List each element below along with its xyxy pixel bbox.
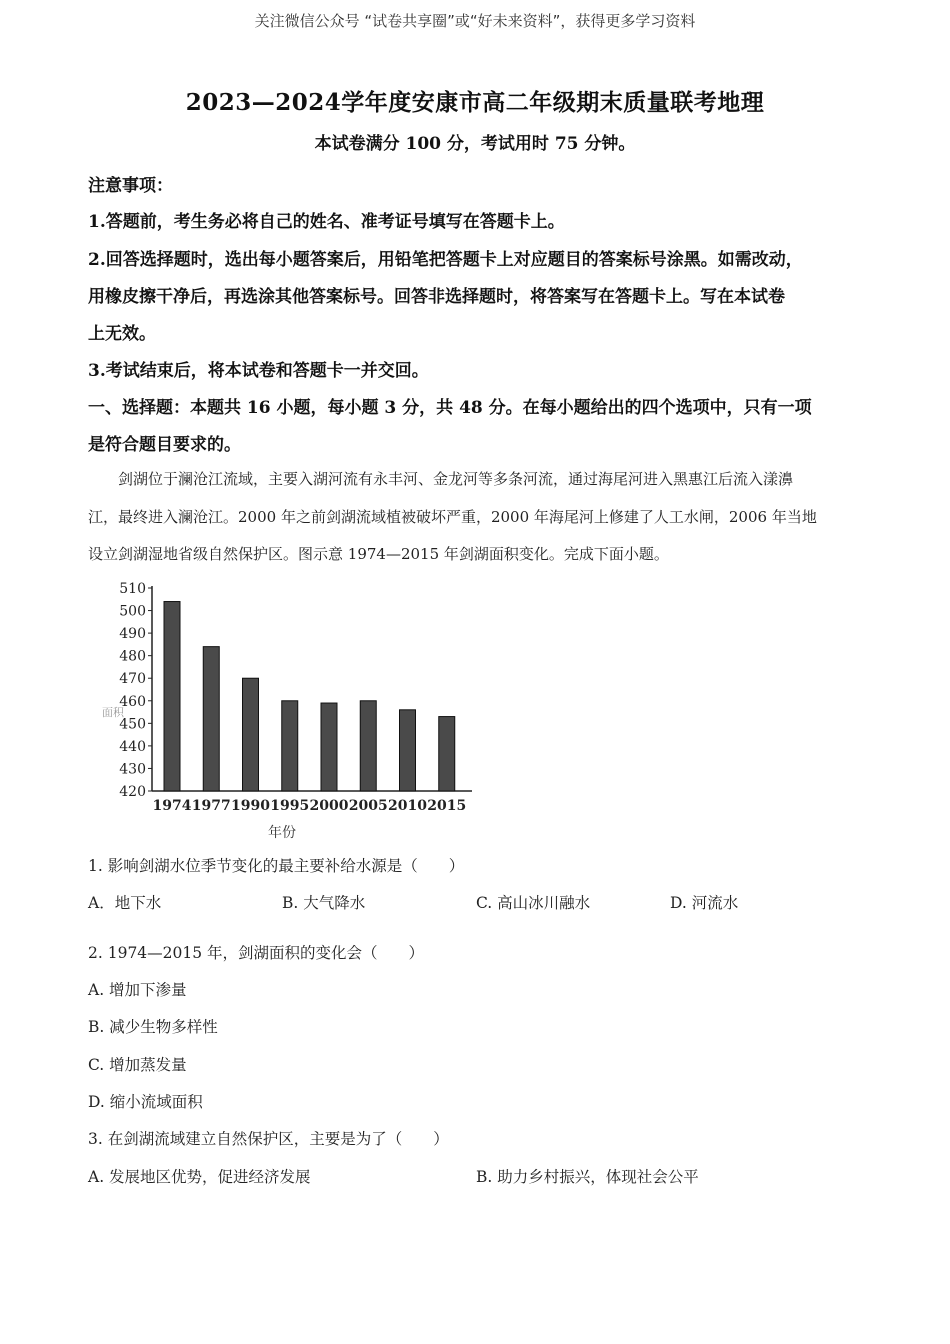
y-tick-label: 440 — [119, 738, 146, 755]
notice-item-2-line-3: 上无效。 — [88, 324, 156, 344]
x-axis-label: 年份 — [268, 825, 296, 841]
question-3-option-a: A. 发展地区优势，促进经济发展 — [88, 1168, 311, 1186]
y-tick-label: 490 — [119, 626, 146, 643]
y-tick-label: 470 — [119, 671, 146, 688]
y-axis-label: 面积 — [102, 706, 124, 720]
section-heading-line-1: 一、选择题：本题共 16 小题，每小题 3 分，共 48 分。在每小题给出的四个选项中，只有一项 — [88, 398, 812, 418]
bar-2010 — [400, 710, 416, 791]
lake-area-bar-chart — [96, 578, 486, 843]
x-tick-label: 2010 — [388, 798, 427, 814]
y-tick-label: 510 — [119, 581, 146, 597]
question-1-option-d: D. 河流水 — [670, 894, 739, 912]
x-tick-label: 1977 — [191, 798, 231, 814]
question-3-option-b: B. 助力乡村振兴，体现社会公平 — [476, 1168, 699, 1186]
question-2-option-a: A. 增加下渗量 — [88, 981, 187, 999]
x-tick-label: 2000 — [309, 798, 349, 814]
y-tick-label: 500 — [119, 603, 146, 620]
notice-item-2-line-1: 2.回答选择题时，选出每小题答案后，用铅笔把答题卡上对应题目的答案标号涂黑。如需改动， — [88, 250, 803, 270]
bar-1995 — [282, 701, 298, 791]
passage-line-2: 江，最终进入澜沧江。2000 年之前剑湖流域植被破坏严重，2000 年海尾河上修建了人工水闸，2006 年当地 — [88, 508, 817, 526]
question-1-option-a: A．地下水 — [88, 894, 162, 912]
y-tick-label: 430 — [119, 761, 146, 778]
bar-2000 — [321, 703, 337, 791]
y-tick-label: 480 — [119, 648, 146, 665]
page-subtitle: 本试卷满分 100 分，考试用时 75 分钟。 — [314, 134, 636, 154]
passage-line-1: 剑湖位于澜沧江流域，主要入湖河流有永丰河、金龙河等多条河流，通过海尾河进入黑惠江后流入漾濞 — [118, 470, 794, 488]
question-1-option-b: B. 大气降水 — [282, 894, 366, 912]
bar-2015 — [439, 717, 455, 791]
x-tick-label: 1990 — [231, 798, 270, 814]
page-header: 关注微信公众号 “试卷共享圈”或“好未来资料”，获得更多学习资料 — [254, 12, 696, 30]
section-heading-line-2: 是符合题目要求的。 — [88, 435, 241, 455]
question-1-option-c: C. 高山冰川融水 — [476, 894, 591, 912]
question-2-option-c: C. 增加蒸发量 — [88, 1056, 187, 1074]
page-title: 2023—2024学年度安康市高二年级期末质量联考地理 — [185, 89, 765, 116]
bar-1977 — [203, 647, 219, 791]
bar-1990 — [243, 678, 259, 791]
notice-item-1: 1.答题前，考生务必将自己的姓名、准考证号填写在答题卡上。 — [88, 212, 565, 232]
notice-item-2-line-2: 用橡皮擦干净后，再选涂其他答案标号。回答非选择题时，将答案写在答题卡上。写在本试卷 — [88, 287, 785, 307]
question-1-stem: 1. 影响剑湖水位季节变化的最主要补给水源是（ ） — [88, 857, 465, 875]
passage-line-3: 设立剑湖湿地省级自然保护区。图示意 1974—2015 年剑湖面积变化。完成下面小题。 — [88, 545, 669, 563]
x-tick-label: 1995 — [270, 798, 310, 814]
bar-2005 — [360, 701, 376, 791]
y-tick-label: 450 — [119, 716, 146, 733]
question-3-stem: 3. 在剑湖流域建立自然保护区，主要是为了（ ） — [88, 1130, 449, 1148]
y-tick-label: 420 — [119, 784, 146, 800]
x-tick-label: 2015 — [427, 798, 467, 814]
notice-item-3: 3.考试结束后，将本试卷和答题卡一并交回。 — [88, 361, 429, 381]
notice-heading: 注意事项： — [88, 176, 173, 196]
x-tick-label: 1974 — [152, 798, 192, 814]
y-tick-label: 460 — [119, 693, 146, 710]
bar-1974 — [164, 602, 180, 791]
question-2-option-b: B. 减少生物多样性 — [88, 1018, 218, 1036]
question-2-stem: 2. 1974—2015 年，剑湖面积的变化会（ ） — [88, 944, 425, 962]
x-tick-label: 2005 — [348, 798, 388, 814]
question-2-option-d: D. 缩小流域面积 — [88, 1093, 203, 1111]
